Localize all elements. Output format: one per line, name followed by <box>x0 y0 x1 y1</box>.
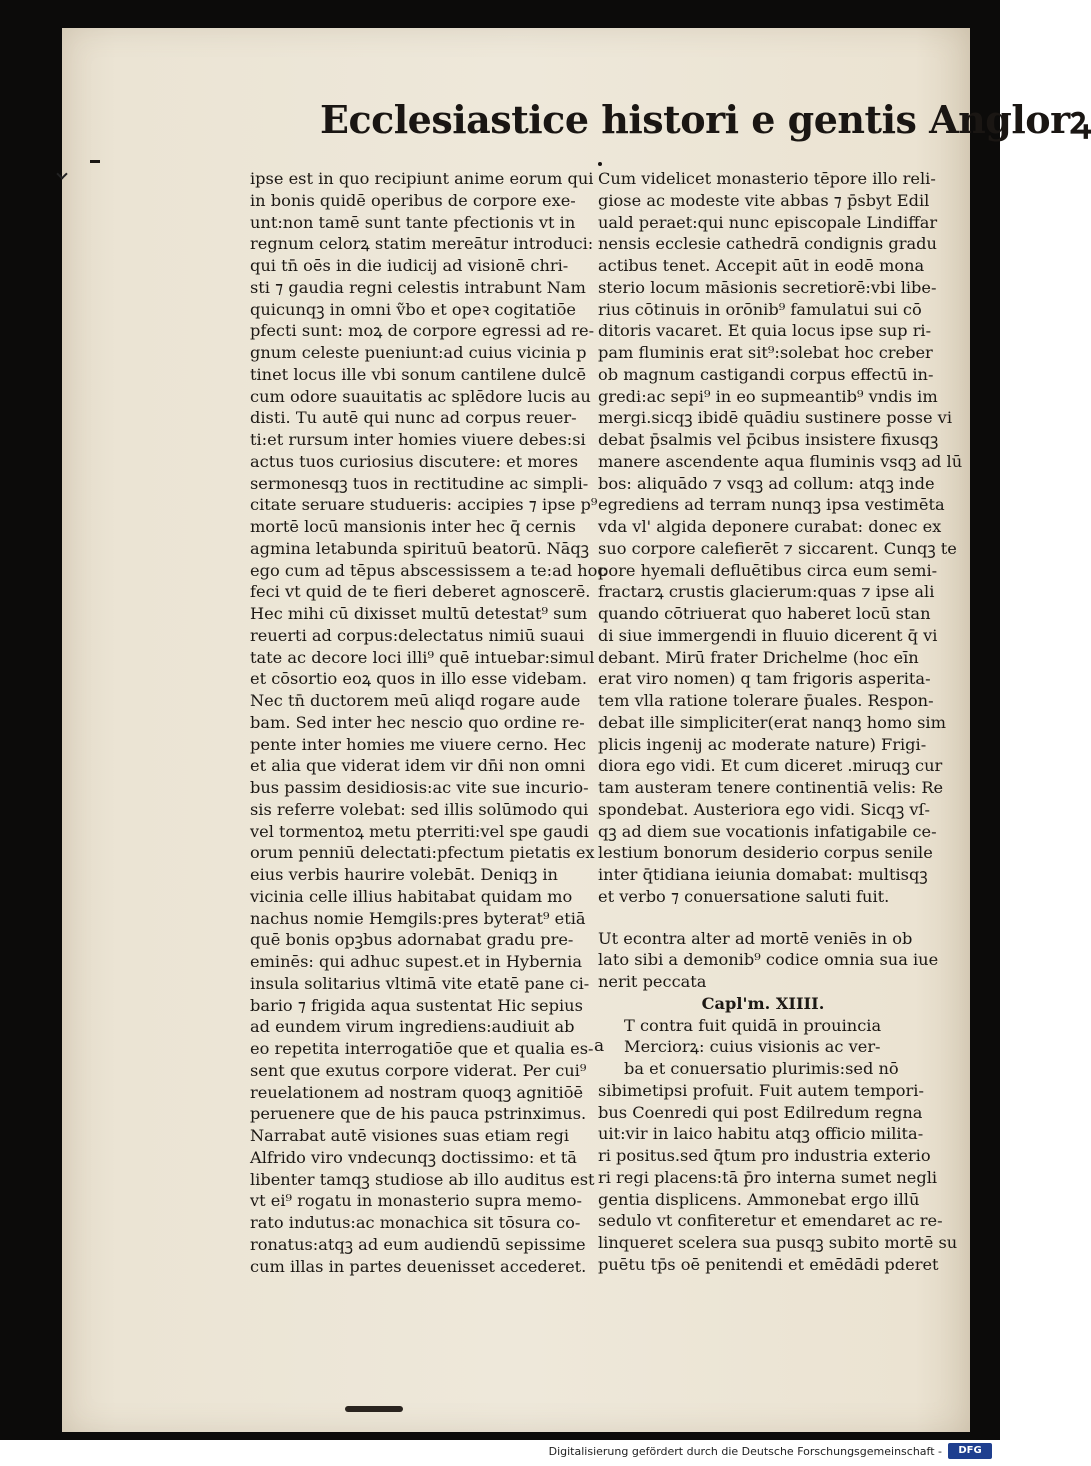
text-line: bos: aliquādo ⁊ vsqꝫ ad collum: atqꝫ inde <box>598 473 935 493</box>
text-line: pfecti sunt: moꝝ de corpore egressi ad re- <box>250 321 595 341</box>
text-line: sis referre volebat: sed illis solūmodo qui <box>250 799 589 819</box>
text-line: pam fluminis erat sit⁹:solebat hoc creber <box>598 343 933 362</box>
text-line: suo corpore calefierēt ⁊ siccarent. Cunqꝫ te <box>598 538 957 558</box>
chapter-heading: Capl'm. XIIII. <box>701 993 825 1013</box>
text-line: Hec mihi cū dixisset multū detestat⁹ sum <box>250 604 588 623</box>
text-line: Alfrido viro vndecunqꝫ doctissimo: et tā <box>250 1147 577 1167</box>
text-line: gnum celeste pueniunt:ad cuius vicinia p <box>250 343 587 362</box>
text-line: nachus nomie Hemgils:pres byterat⁹ etiā <box>250 908 586 928</box>
text-line: vt ei⁹ rogatu in monasterio supra memo- <box>250 1191 583 1211</box>
text-line: reuelationem ad nostram quoqꝫ agnitiōē <box>250 1082 584 1102</box>
text-line: mortē locū mansionis inter hec q̄ cernis <box>250 517 576 536</box>
text-line: debat ille simpliciter(erat nanqꝫ homo sim <box>598 712 946 732</box>
footer-credit: Digitalisierung gefördert durch die Deutsche Forschungsgemeinschaft - <box>548 1445 942 1458</box>
text-line: sibimetipsi profuit. Fuit autem tempori- <box>598 1080 924 1100</box>
text-line: eius verbis haurire volebāt. Deniqꝫ in <box>250 865 558 884</box>
text-line: Cum videlicet monasterio tēpore illo reli- <box>598 169 936 188</box>
text-line: rato indutus:ac monachica sit tōsura co- <box>250 1213 581 1232</box>
dfg-logo: DFG <box>948 1443 992 1459</box>
text-line: Nec tn̄ ductorem meū aliqd rogare aude <box>250 691 581 710</box>
text-line: vicinia celle illius habitabat quidam mo <box>250 886 573 906</box>
text-line: ad eundem virum ingrediens:audiuit ab <box>250 1017 575 1037</box>
text-line: tam austeram tenere continentiā velis: Re <box>598 778 944 797</box>
text-line: gentia displicens. Ammonebat ergo illū <box>598 1189 920 1209</box>
text-line: disti. Tu autē qui nunc ad corpus reuer- <box>250 408 577 428</box>
text-line: actibus tenet. Accepit aūt in eodē mona <box>598 256 925 275</box>
text-line: sermonesqꝫ tuos in rectitudine ac simpli- <box>250 473 589 493</box>
text-line: agmina letabunda spirituū beatorū. Nāqꝫ <box>250 538 590 558</box>
text-line: tate ac decore loci illi⁹ quē intuebar:simul <box>250 647 595 667</box>
text-line: sti ⁊ gaudia regni celestis intrabunt Nam <box>250 277 586 297</box>
text-line: tem vlla ratione tolerare p̄uales. Respon- <box>598 691 934 710</box>
text-line: erat viro nomen) q tam frigoris asperita- <box>598 669 931 689</box>
text-line: ti:et rursum inter homies viuere debes:si <box>250 430 586 449</box>
text-line: eo repetita interrogatiōe que et qualia es- <box>250 1039 594 1058</box>
text-line: cum illas in partes deuenisset accederet. <box>250 1256 587 1276</box>
text-line: sedulo vt confiteretur et emendaret ac re- <box>598 1211 943 1231</box>
text-line: Narrabat autē visiones suas etiam regi <box>250 1126 570 1145</box>
text-line: puētu tp̄s oē penitendi et emēdādi pderet <box>598 1254 939 1274</box>
text-line: peruenere que de his pauca pstrinximus. <box>250 1104 587 1124</box>
text-line: actus tuos curiosius discutere: et mores <box>250 451 579 471</box>
text-line: linqueret scelera sua pusqꝫ subito mortē su <box>598 1233 958 1252</box>
text-line: plicis ingenij ac moderate nature) Frigi- <box>598 734 927 754</box>
text-line: pente inter homies me viuere cerno. Hec <box>250 734 587 754</box>
text-line: ri regi placens:tā p̄ro interna sumet negli <box>598 1167 938 1187</box>
text-line: regnum celorꝝ statim mereātur introduci: <box>250 234 594 254</box>
text-line: ri positus.sed q̄tum pro industria exterio <box>598 1146 931 1165</box>
margin-dash-mark <box>90 160 100 163</box>
text-line: uald peraet:qui nunc episcopale Lindiffar <box>598 212 938 232</box>
ink-smudge-mark <box>345 1406 403 1412</box>
text-line: libenter tamqꝫ studiose ab illo auditus est <box>250 1169 595 1189</box>
text-line: bam. Sed inter hec nescio quo ordine re- <box>250 712 585 732</box>
left-text-column <box>250 168 607 1277</box>
text-line: quē bonis opꝫbus adornabat gradu pre- <box>250 930 574 950</box>
text-line: manere ascendente aqua fluminis vsqꝫ ad lū <box>598 451 963 471</box>
text-line: qꝫ ad diem sue vocationis infatigabile ce- <box>598 821 937 841</box>
text-line: di siue immergendi in fluuio dicerent q̄ vi <box>598 625 938 645</box>
text-line: citate seruare studueris: accipies ⁊ ipse p⁹ <box>250 495 598 515</box>
text-line: debant. Mirū frater Drichelme (hoc eīn <box>598 647 919 667</box>
text-line: bus passim desidiosis:ac vite sue incurio- <box>250 778 589 797</box>
text-line: ba et conuersatio plurimis:sed nō <box>624 1059 899 1078</box>
summary-line: lato sibi a demonib⁹ codice omnia sua iue <box>598 950 939 970</box>
chapter-summary <box>598 928 939 993</box>
text-line: ob magnum castigandi corpus effectū in- <box>598 364 934 384</box>
text-line: fractarꝝ crustis glacierum:quas ⁊ ipse ali <box>598 582 935 602</box>
text-line: rius cōtinuis in orōnib⁹ famulatui sui cō <box>598 299 922 319</box>
text-line: bario ⁊ frigida aqua sustentat Hic sepius <box>250 995 583 1015</box>
text-line: unt:non tamē sunt tante pfectionis vt in <box>250 212 576 232</box>
text-line: spondebat. Austeriora ego vidi. Sicqꝫ vſ- <box>598 799 930 819</box>
text-line: uit:vir in laico habitu atqꝫ officio milita- <box>598 1124 924 1144</box>
text-line: et verbo ⁊ conuersatione saluti fuit. <box>598 886 890 906</box>
text-line: quicunqꝫ in omni ṽbo et opeꝛ cogitatiōe <box>250 299 576 319</box>
text-line: feci vt quid de te fieri deberet agnoscerē. <box>250 582 591 602</box>
text-line: Merciorꝝ: cuius visionis ac ver- <box>624 1037 881 1057</box>
text-line: eminēs: qui adhuc supest.et in Hybernia <box>250 952 583 971</box>
text-line: gredi:ac sepi⁹ in eo supmeantib⁹ vndis im <box>598 386 938 406</box>
text-line: nensis ecclesie cathedrā condignis gradu <box>598 234 937 254</box>
text-line: qui tn̄ oēs in die iudicij ad visionē chri- <box>250 256 569 275</box>
text-line: mergi.sicqꝫ ibidē quādiu sustinere posse vi <box>598 408 952 428</box>
text-line: ipse est in quo recipiunt anime eorum qui <box>250 169 594 188</box>
right-column-paragraph-a <box>598 168 963 908</box>
text-line: in bonis quidē operibus de corpore exe- <box>250 190 576 210</box>
text-line: cum odore suauitatis ac splēdore lucis au <box>250 386 591 406</box>
text-line: giose ac modeste vite abbas ⁊ p̄sbyt Edil <box>598 190 930 210</box>
column-dot-mark <box>598 162 602 166</box>
text-line: debat p̄salmis vel p̄cibus insistere fixusqꝫ <box>598 430 939 449</box>
text-line: diora ego vidi. Et cum diceret .miruqꝫ cur <box>598 756 943 776</box>
text-line: quando cōtriuerat quo haberet locū stan <box>598 604 931 623</box>
text-line: pore hyemali defluētibus circa eum semi- <box>598 560 938 580</box>
text-line: orum penniū delectati:pfectum pietatis ex <box>250 843 595 863</box>
text-line: lestium bonorum desiderio corpus senile <box>598 843 933 863</box>
initial-letter: a <box>594 1036 605 1057</box>
running-head: Ecclesiastice histori e gentis Anglorꝝ <box>320 97 1091 142</box>
summary-line: nerit peccata <box>598 972 707 991</box>
text-line: sterio locum māsionis secretiorē:vbi libe- <box>598 277 937 297</box>
text-line: et alia que viderat idem vir dn̄i non omni <box>250 756 586 776</box>
text-line: inter q̄tidiana ieiunia domabat: multisqꝫ <box>598 865 928 884</box>
text-line: ditoris vacaret. Et quia locus ipse sup ri- <box>598 321 932 341</box>
chapter-opening-text <box>594 1015 958 1276</box>
summary-line: Ut econtra alter ad mortē veniēs in ob <box>598 928 913 948</box>
text-line: vel tormentoꝝ metu pterriti:vel spe gaudi <box>250 821 589 841</box>
text-line: reuerti ad corpus:delectatus nimiū suaui <box>250 625 585 645</box>
right-text-column <box>594 168 963 1276</box>
text-line: sent que exutus corpore viderat. Per cui⁹ <box>250 1060 587 1080</box>
text-line: ego cum ad tēpus abscessissem a te:ad hoc <box>250 560 607 580</box>
text-line: T contra fuit quidā in prouincia <box>624 1015 882 1035</box>
text-line: tinet locus ille vbi sonum cantilene dulcē <box>250 364 587 384</box>
text-line: vda vl' algida deponere curabat: donec ex <box>598 517 942 536</box>
text-line: bus Coenredi qui post Edilredum regna <box>598 1102 923 1122</box>
text-line: insula solitarius vltimā vite etatē pane ci- <box>250 973 590 993</box>
text-line: et cōsortio eoꝝ quos in illo esse videbam. <box>250 669 588 689</box>
text-line: ronatus:atqꝫ ad eum audiendū sepissime <box>250 1234 586 1254</box>
text-line: egrediens ad terram nunqꝫ ipsa vestimēta <box>598 495 945 515</box>
